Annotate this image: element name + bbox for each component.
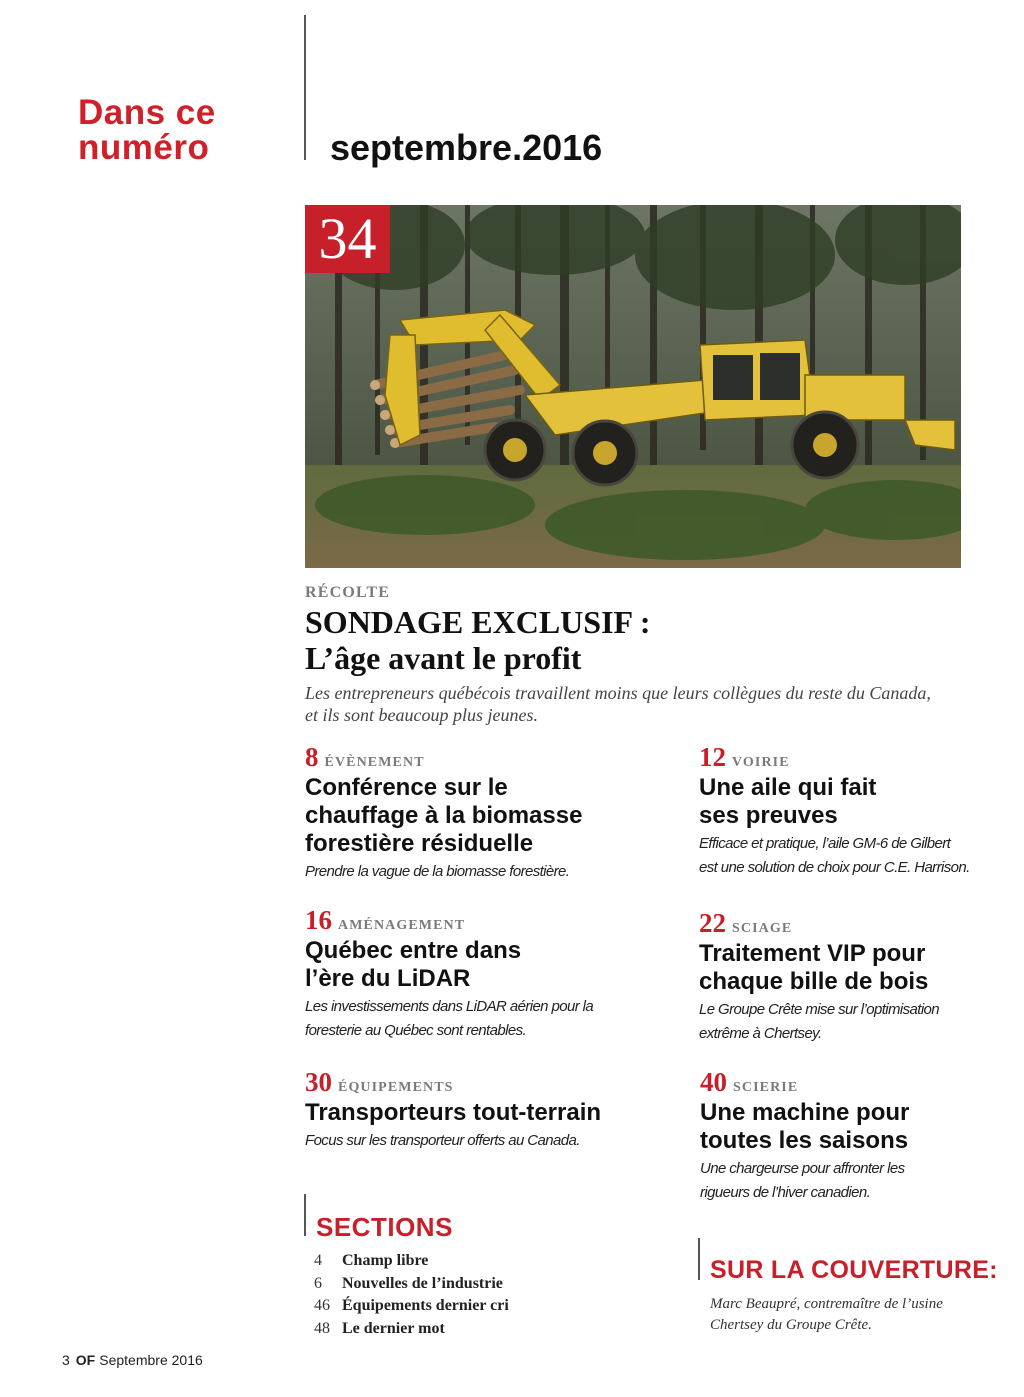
article-description <box>699 832 1009 880</box>
article-description-line: Prendre la vague de la biomasse forestière. <box>305 863 570 880</box>
article-description-line: Les investissements dans LiDAR aérien pour la <box>305 998 594 1015</box>
article-description-line: foresterie au Québec sont rentables. <box>305 1022 527 1039</box>
article-title-line: l’ère du LiDAR <box>305 965 471 992</box>
article-description-line: rigueurs de l’hiver canadien. <box>700 1184 871 1201</box>
feature-subtitle: Les entrepreneurs québécois travaillent moins que leurs collègues du reste du Canada, et ils sont beaucoup plus jeunes. <box>305 683 931 725</box>
sections-divider <box>304 1194 306 1236</box>
article-category: ÉVÈNEMENT <box>324 755 425 770</box>
section-title-line2: numéro <box>78 128 210 167</box>
article-entry[interactable] <box>305 1067 685 1153</box>
article-description-line: Efficace et pratique, l’aile GM-6 de Gilbert <box>699 835 951 852</box>
article-page-number: 16 <box>305 905 332 935</box>
article-description <box>305 995 685 1043</box>
page-section-title <box>78 95 278 165</box>
section-label: Équipements dernier cri <box>342 1297 509 1314</box>
cover-caption-line1: Marc Beaupré, contremaître de l’usine <box>710 1296 943 1312</box>
article-entry[interactable] <box>699 742 1009 880</box>
article-category: SCIERIE <box>733 1080 799 1095</box>
article-title-line: Traitement VIP pour <box>699 940 926 967</box>
article-description <box>305 860 685 884</box>
issue-date: septembre.2016 <box>330 127 603 168</box>
article-entry[interactable] <box>305 905 685 1043</box>
article-title-line: Une aile qui fait <box>699 774 877 801</box>
article-title-line: Québec entre dans <box>305 937 522 964</box>
feature-photo[interactable] <box>305 205 961 568</box>
article-category: SCIAGE <box>732 921 793 936</box>
feature-category: RÉCOLTE <box>305 584 391 601</box>
section-item[interactable] <box>314 1250 509 1273</box>
article-description <box>305 1129 685 1153</box>
article-page-number: 8 <box>305 742 319 772</box>
article-title-line: chauffage à la biomasse <box>305 802 583 829</box>
section-item[interactable] <box>314 1295 509 1318</box>
section-label: Nouvelles de l’industrie <box>342 1274 503 1292</box>
article-entry[interactable] <box>305 742 685 884</box>
article-title-line: Une machine pour <box>700 1099 910 1126</box>
article-page-number: 30 <box>305 1067 332 1097</box>
article-page-number: 12 <box>699 742 726 772</box>
article-description-line: Focus sur les transporteur offerts au Canada. <box>305 1132 580 1149</box>
section-page: 4 <box>314 1252 322 1269</box>
section-page: 46 <box>314 1297 330 1314</box>
section-item[interactable] <box>314 1273 509 1296</box>
article-description-line: extrême à Chertsey. <box>699 1025 822 1042</box>
cover-title: SUR LA COUVERTURE: <box>710 1256 998 1284</box>
section-label: Le dernier mot <box>342 1319 445 1337</box>
footer-page-number: 3 <box>62 1352 70 1368</box>
article-title <box>699 774 1009 830</box>
article-description-line: Une chargeurse pour affronter les <box>700 1160 905 1177</box>
article-title <box>700 1099 1010 1155</box>
article-title-line: chaque bille de bois <box>699 968 929 995</box>
article-title-line: ses preuves <box>699 802 838 829</box>
article-title <box>699 940 1009 996</box>
article-title-line: forestière résiduelle <box>305 830 534 857</box>
article-category: VOIRIE <box>732 755 790 770</box>
article-title <box>305 937 685 993</box>
article-entry[interactable] <box>699 908 1009 1046</box>
section-page: 6 <box>314 1274 322 1292</box>
article-description-line: est une solution de choix pour C.E. Harrison. <box>699 859 970 876</box>
feature-title-line2: L’âge avant le profit <box>305 640 582 676</box>
feature-title-line1: SONDAGE EXCLUSIF : <box>305 604 651 640</box>
article-page-number: 22 <box>699 908 726 938</box>
article-entry[interactable] <box>700 1067 1010 1205</box>
cover-divider <box>698 1238 700 1280</box>
article-page-number: 40 <box>700 1067 727 1097</box>
article-description <box>700 1157 1010 1205</box>
article-description-line: Le Groupe Crête mise sur l’optimisation <box>699 1001 940 1018</box>
header-divider <box>304 15 306 160</box>
article-category: ÉQUIPEMENTS <box>338 1080 454 1095</box>
skidder-illustration <box>305 205 961 568</box>
section-item[interactable] <box>314 1318 509 1341</box>
sections-list <box>314 1250 509 1340</box>
article-category: AMÉNAGEMENT <box>338 918 466 933</box>
section-page: 48 <box>314 1319 330 1337</box>
cover-caption <box>710 1294 1010 1336</box>
article-title <box>305 1099 685 1127</box>
footer-issue: Septembre 2016 <box>99 1352 203 1368</box>
cover-caption-line2: Chertsey du Groupe Crête. <box>710 1317 872 1333</box>
article-title-line: Conférence sur le <box>305 774 508 801</box>
article-title <box>305 774 685 858</box>
sections-title: SECTIONS <box>316 1212 453 1242</box>
section-title-line1: Dans ce <box>78 93 216 132</box>
article-description <box>699 998 1009 1046</box>
article-title-line: Transporteurs tout-terrain <box>305 1099 602 1126</box>
footer-magazine: OF <box>75 1352 96 1368</box>
section-label: Champ libre <box>342 1252 429 1269</box>
page-footer <box>62 1352 203 1368</box>
feature-page-badge: 34 <box>305 205 390 273</box>
feature-title[interactable] <box>305 604 945 676</box>
article-title-line: toutes les saisons <box>700 1127 909 1154</box>
